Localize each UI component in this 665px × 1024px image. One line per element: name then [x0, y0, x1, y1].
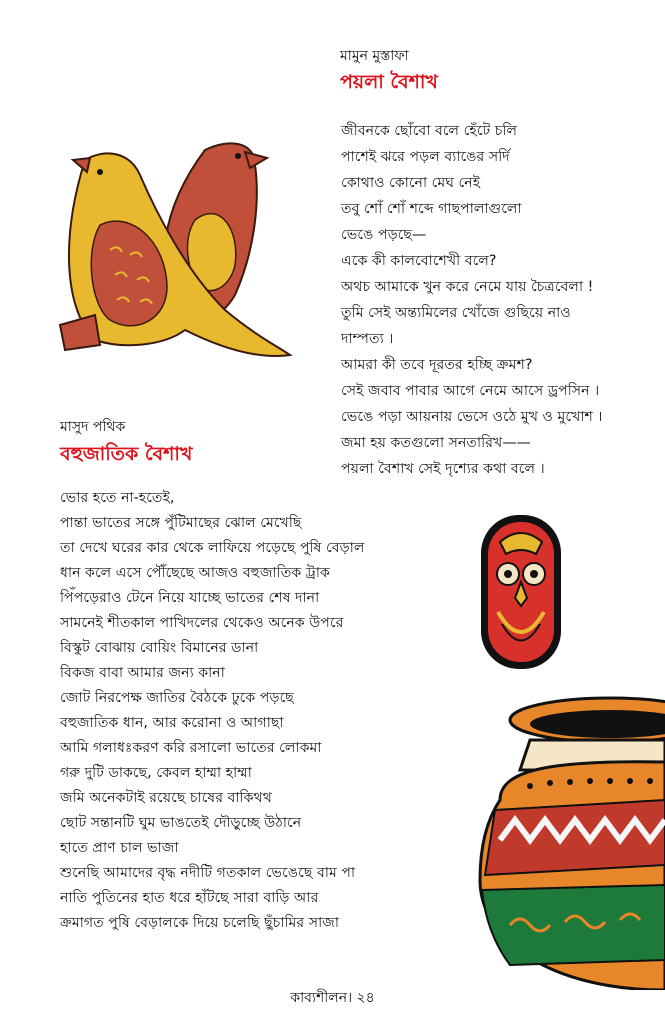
poem-line: ছোট সন্তানটি ঘুম ভাঙতেই দৌড়ুচ্ছে উঠানে [60, 815, 302, 831]
poem-line: জীবনকে ছোঁবো বলে হেঁটে চলি [341, 123, 518, 139]
poem2-title: বহুজাতিক বৈশাখ [60, 443, 193, 465]
poem-line: বহুজাতিক ধান, আর করোনা ও আগাছা [60, 715, 284, 731]
page-footer: কাব্যশীলন। ২৪ [290, 990, 375, 1006]
clay-pot-illustration [470, 690, 665, 990]
poem-line: জোট নিরপেক্ষ জাতির বৈঠকে ঢুকে পড়ছে [60, 690, 294, 706]
poem-line: জমা হয় কতগুলো সনতারিখ—— [341, 435, 531, 451]
folk-art-birds-illustration [55, 130, 295, 375]
poem-line: আমরা কী তবে দূরতর হচ্ছি ক্রমশ? [341, 357, 533, 373]
poem-line: সামনেই শীতকাল পাখিদলের থেকেও অনেক উপরে [60, 615, 344, 631]
poem-line: বিস্কুট বোঝায় বোয়িং বিমানের ডানা [60, 640, 259, 656]
poem-line: জমি অনেকটাই রয়েছে চাষের বাকিথথ [60, 790, 272, 806]
owl-mask-illustration [478, 512, 564, 672]
poem1-title: পয়লা বৈশাখ [340, 71, 438, 93]
poem-line: তুমি সেই অন্ত্যমিলের খোঁজে গুছিয়ে নাও [341, 305, 571, 321]
poem-line: একে কী কালবোশেখী বলে? [341, 253, 497, 269]
poem-line: দাম্পত্য । [341, 331, 394, 347]
poem-line: ভোর হতে না-হতেই, [60, 490, 175, 506]
poem-line: তা দেখে ঘরের কার থেকে লাফিয়ে পড়েছে পুষি বেড়াল [60, 540, 365, 556]
poem-line: সেই জবাব পাবার আগে নেমে আসে ড্রপসিন । [341, 383, 600, 399]
poem-line: ক্রমাগত পুষি বেড়ালকে দিয়ে চলেছি ছুঁচামির সাজা [60, 915, 340, 931]
poem-line: তবু শোঁ শোঁ শব্দে গাছপালাগুলো [341, 201, 522, 217]
poem-line: আমি গলাধঃকরণ করি রসালো ভাতের লোকমা [60, 740, 322, 756]
poem-line: শুনেছি আমাদের বৃদ্ধ নদীটি গতকাল ভেঙেছে বাম পা [60, 865, 356, 881]
poem-line: ধান কলে এসে পৌঁছেছে আজও বহুজাতিক ট্রাক [60, 565, 330, 581]
poem-line: পাশেই ঝরে পড়ল ব্যাঙের সর্দি [341, 149, 510, 165]
poem1-lines [341, 118, 602, 482]
poem-line: গরু দুটি ডাকছে, কেবল হাম্মা হাম্মা [60, 765, 252, 781]
poem-line: ভেঙে পড়ছে— [341, 227, 427, 243]
poem-line: হাতে প্রাণ চাল ভাজা [60, 840, 179, 856]
poem-line: অথচ আমাকে খুন করে নেমে যায় চৈত্রবেলা ! [341, 279, 594, 295]
poem-line: পান্তা ভাতের সঙ্গে পুঁটিমাছের ঝোল মেখেছি [60, 515, 302, 531]
poem1-author: মামুন মুস্তাফা [340, 48, 409, 64]
poem2-lines [60, 486, 364, 936]
poem-line: নাতি পুতিনের হাত ধরে হাঁটছে সারা বাড়ি আর [60, 890, 319, 906]
poem-line: বিকজ বাবা আমার জন্য কানা [60, 665, 225, 681]
poem-line: পয়লা বৈশাখ সেই দৃশ্যের কথা বলে । [341, 461, 545, 477]
poem-line: পিঁপড়েরাও টেনে নিয়ে যাচ্ছে ভাতের শেষ দানা [60, 590, 320, 606]
poem-line: কোথাও কোনো মেঘ নেই [341, 175, 481, 191]
poem-line: ভেঙে পড়া আয়নায় ভেসে ওঠে মুখ ও মুখোশ । [341, 409, 603, 425]
poem2-author: মাসুদ পথিক [60, 419, 126, 435]
